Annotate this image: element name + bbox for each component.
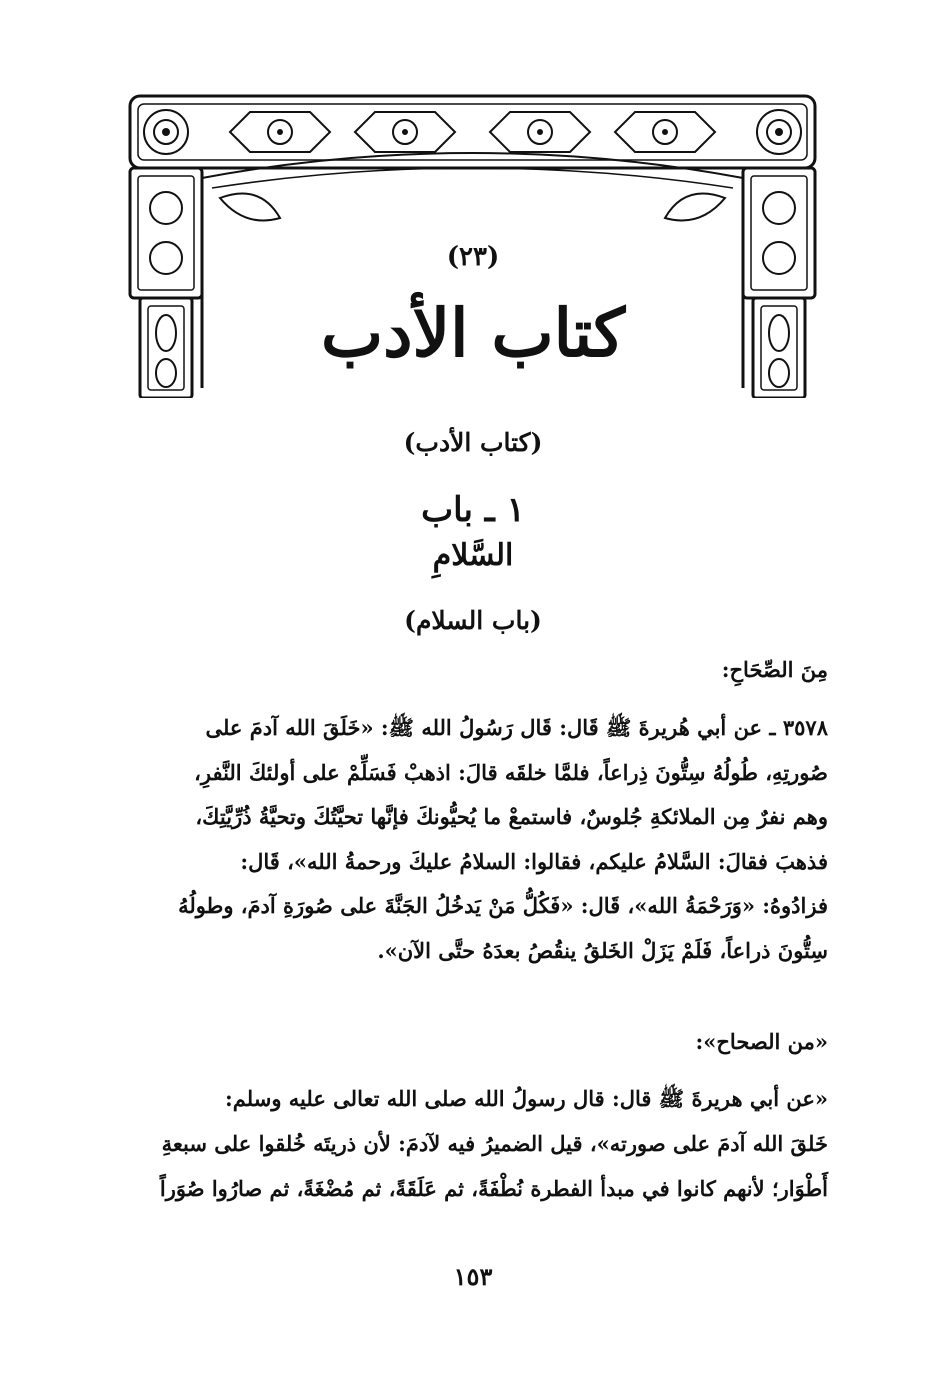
sihah-quoted-block — [120, 1022, 828, 1062]
chapter-number: (٢٣) — [446, 242, 500, 272]
commentary-line: أَطْوَار؛ لأنهم كانوا في مبدأ الفطرة نُطْفَةً، ثم عَلَقَةً، ثم مُضْغَةً، ثم صارُوا صُوَراً — [159, 1176, 828, 1201]
hadith-line: فذهبَ فقالَ: السَّلامُ عليكم، فقالوا: السلامُ عليكَ ورحمةُ الله»، قَال: — [240, 848, 828, 874]
hadith-line: صُورتِهِ، طُولُهُ سِتُّونَ ذِراعاً، فلمَّا خلقَه قالَ: اذهبْ فَسَلِّمْ على أولئكَ النَّفرِ، — [194, 759, 828, 785]
bab-heading: ١ ـ باب — [421, 490, 525, 530]
page-number: ١٥٣ — [453, 1262, 493, 1291]
hadith-line: سِتُّونَ ذراعاً، فَلَمْ يَزَلْ الخَلقُ ينقُصُ بعدَهُ حتَّى الآن». — [377, 937, 828, 963]
hadith-line: ٣٥٧٨ ـ عن أبي هُريرةَ ﷺ قَال: قَال رَسُولُ الله ﷺ: «خَلَقَ الله آدمَ على — [205, 715, 828, 740]
commentary-text — [120, 1076, 828, 1211]
sihah-heading: مِنَ الصِّحَاحِ: — [721, 657, 828, 682]
bab-name: السَّلامِ — [432, 538, 514, 573]
commentary-line: «عن أبي هريرةَ ﷺ قال: قال رسولُ الله صلى الله تعالى عليه وسلم: — [225, 1086, 828, 1111]
sihah-quoted-heading: «من الصحاح»: — [695, 1029, 828, 1054]
chapter-title: كتاب الأدب — [320, 294, 626, 372]
bab-subtitle: (باب السلام) — [404, 606, 542, 635]
commentary-line: خَلقَ الله آدمَ على صورته»، قيل الضميرُ فيه لآدمَ: لأن ذريتَه خُلقوا على سبعةِ — [161, 1131, 828, 1156]
sihah-heading-block — [120, 650, 828, 690]
chapter-subtitle: (كتاب الأدب) — [403, 428, 543, 457]
hadith-line: فزادُوهُ: «وَرَحْمَةُ الله»، قَال: «فَكُلُّ مَنْ يَدخُلُ الجَنَّةَ على صُورَةِ آدمَ، وطولُهُ — [178, 893, 828, 918]
hadith-line: وهم نفرٌ مِن الملائكةِ جُلوسٌ، فاستمعْ ما يُحيُّونكَ فإنَّها تحيَّتُكَ وتحيَّةُ ذُرِّيَّتِكَ، — [195, 804, 828, 829]
hadith-text — [120, 706, 828, 973]
